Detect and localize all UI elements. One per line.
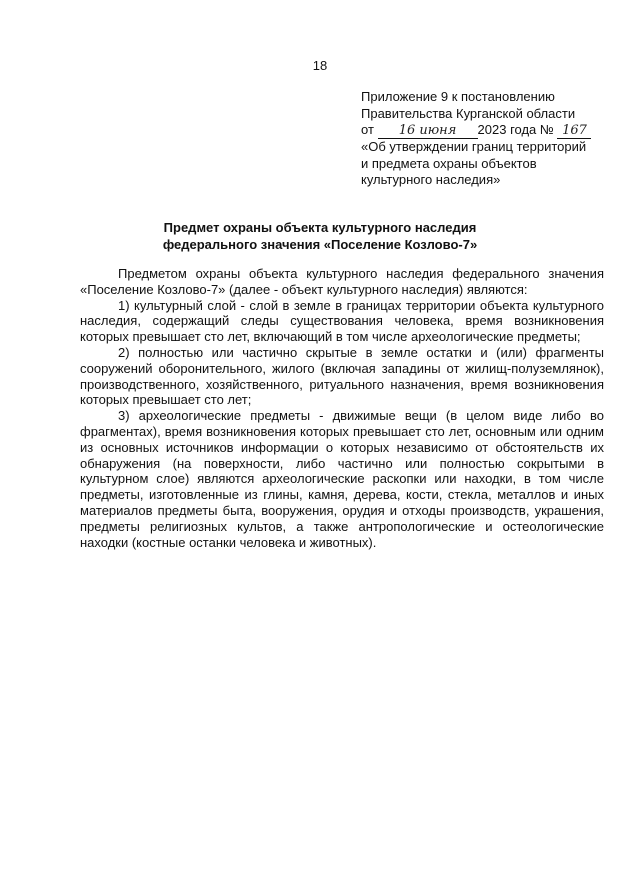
- heading-line-1: Предмет охраны объекта культурного наследия: [163, 220, 477, 235]
- document-body: [80, 266, 604, 550]
- appendix-line-6: культурного наследия»: [361, 172, 501, 188]
- document-heading: [80, 219, 560, 253]
- from-label: от: [361, 122, 374, 138]
- appendix-line-4: «Об утверждении границ территорий: [361, 139, 587, 155]
- appendix-line-1: Приложение 9 к постановлению: [361, 89, 555, 104]
- appendix-line-5: и предмета охраны объектов: [361, 155, 537, 171]
- item-2-paragraph: 2) полностью или частично скрытые в земле остатки и (или) фрагменты сооружений оборонительного, жилого (включая западины от жилищ-полуземлянок), производственного, хозяйственного, ритуального назначения, время возникновения которых превышает сто лет;: [80, 344, 604, 408]
- intro-paragraph: Предметом охраны объекта культурного наследия федерального значения «Поселение Козлово-7» (далее - объект культурного наследия) являются:: [80, 266, 604, 297]
- appendix-line-2: Правительства Курганской области: [361, 105, 576, 121]
- handwritten-number: 167: [557, 124, 591, 139]
- number-sign: №: [539, 122, 554, 138]
- handwritten-date: 16 июня: [378, 124, 478, 139]
- item-3-paragraph: 3) археологические предметы - движимые вещи (в целом виде либо во фрагментах), время возникновения которых превышает сто лет, основным или одним из основных источников информации о которых независимо от обстоятельств их обнаружения (на поверхности, либо частично или полностью сокрытыми в культурном слое) являются археологические раскопки или находки, в том числе предметы, изготовленные из глины, камня, дерева, кости, стекла, металлов и иных материалов предметы быта, вооружения, орудия и отходы производств, украшения, предметы религиозных культов, а также антропологические и остеологические находки (костные останки человека и животных).: [80, 408, 604, 550]
- page-number: 18: [312, 58, 328, 73]
- heading-line-2: федерального значения «Поселение Козлово-7»: [162, 237, 478, 252]
- item-1-paragraph: 1) культурный слой - слой в земле в границах территории объекта культурного наследия, содержащий следы существования человека, время возникновения которых превышает сто лет, включающий в том числе археологические предметы;: [80, 297, 604, 345]
- appendix-date-line: [361, 122, 611, 139]
- appendix-block: [361, 89, 611, 189]
- year-label: 2023 года: [477, 122, 537, 138]
